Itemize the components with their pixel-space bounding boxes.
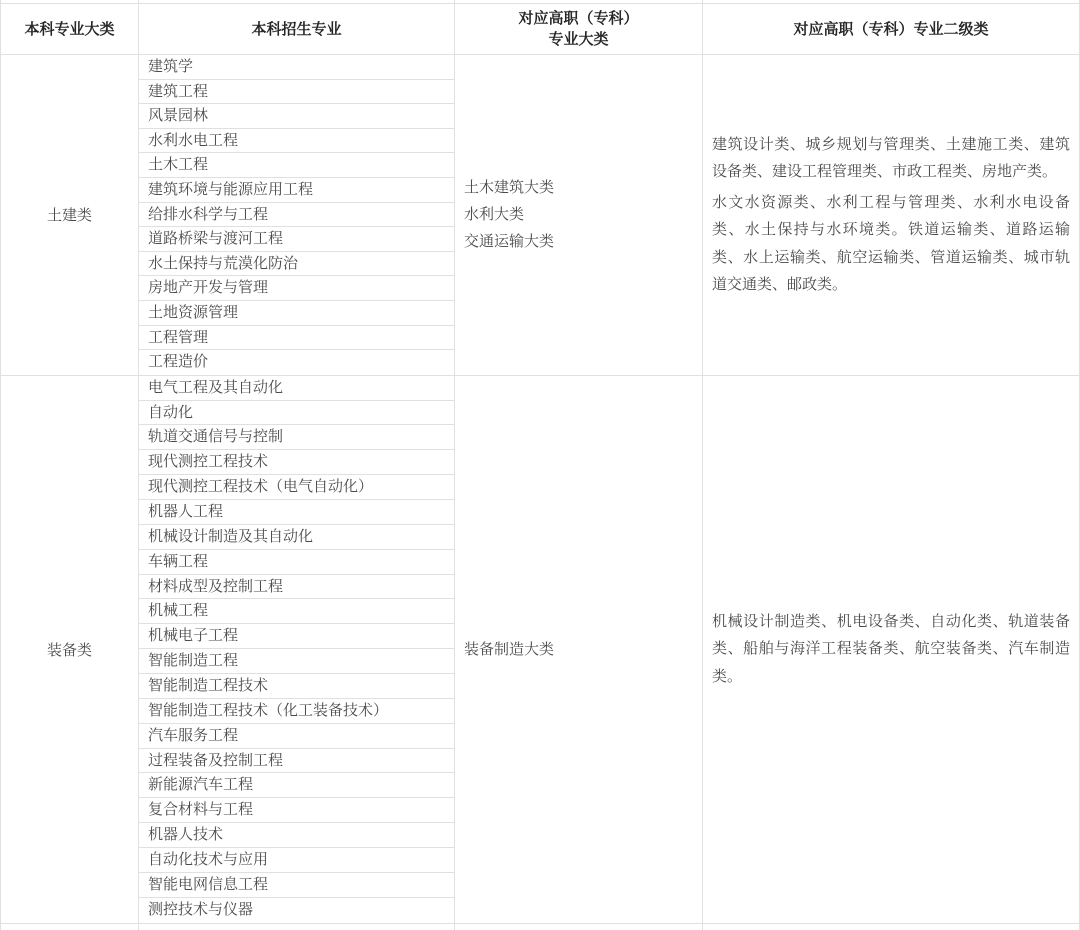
vocational-category-cell bbox=[455, 55, 703, 375]
table-row: 道路桥梁与渡河工程 bbox=[139, 227, 454, 252]
table-row: 智能制造工程 bbox=[139, 649, 454, 674]
table-row: 给排水科学与工程 bbox=[139, 203, 454, 228]
vocational-category-line: 装备制造大类 bbox=[464, 640, 555, 658]
table-row: 自动化 bbox=[139, 401, 454, 426]
table-row: 材料成型及控制工程 bbox=[139, 575, 454, 600]
table-row: 电气工程及其自动化 bbox=[139, 376, 454, 401]
table-row: 工程造价 bbox=[148, 353, 209, 371]
table-row: 智能制造工程技术 bbox=[139, 674, 454, 699]
table-row: 机械设计制造及其自动化 bbox=[139, 525, 454, 550]
table-row: 机械电子工程 bbox=[139, 624, 454, 649]
secondary-categories-paragraph: 水文水资源类、水利工程与管理类、水利水电设备类、水土保持与水环境类。铁道运输类、道路运输类、水上运输类、航空运输类、管道运输类、城市轨道交通类、邮政类。 bbox=[712, 193, 1070, 294]
header-vocational-category-line1: 对应高职（专科） bbox=[518, 10, 639, 27]
table-row: 建筑学 bbox=[139, 55, 454, 80]
table-row: 复合材料与工程 bbox=[139, 798, 454, 823]
table-row: 现代测控工程技术（电气自动化） bbox=[139, 475, 454, 500]
table-row: 轨道交通信号与控制 bbox=[139, 425, 454, 450]
table-top-cutoff-row bbox=[0, 0, 1080, 3]
table-row: 智能电网信息工程 bbox=[139, 873, 454, 898]
table-row: 建筑环境与能源应用工程 bbox=[139, 178, 454, 203]
table-row: 水土保持与荒漠化防治 bbox=[139, 252, 454, 277]
table-row: 工程管理 bbox=[139, 326, 454, 351]
group-civil-construction bbox=[1, 54, 1079, 375]
header-undergrad-category: 本科专业大类 bbox=[1, 4, 139, 54]
secondary-categories-paragraph: 建筑设计类、城乡规划与管理类、土建施工类、建筑设备类、建设工程管理类、市政工程类、房地产类。 bbox=[712, 135, 1070, 181]
major-mapping-table bbox=[0, 3, 1080, 924]
majors-column bbox=[139, 376, 455, 923]
table-row: 智能制造工程技术（化工装备技术） bbox=[139, 699, 454, 724]
table-row: 建筑工程 bbox=[139, 80, 454, 105]
category-cell: 土建类 bbox=[1, 55, 139, 375]
table-row: 机器人工程 bbox=[139, 500, 454, 525]
secondary-categories-cell bbox=[703, 55, 1079, 375]
vocational-category-line: 土木建筑大类 bbox=[464, 179, 555, 197]
header-vocational-category bbox=[455, 4, 703, 54]
header-vocational-secondary: 对应高职（专科）专业二级类 bbox=[793, 20, 989, 38]
table-row: 房地产开发与管理 bbox=[139, 276, 454, 301]
category-cell: 装备类 bbox=[1, 376, 139, 923]
vocational-category-line: 水利大类 bbox=[464, 206, 525, 224]
table-row: 风景园林 bbox=[139, 104, 454, 129]
table-row: 汽车服务工程 bbox=[139, 724, 454, 749]
table-row: 土木工程 bbox=[139, 153, 454, 178]
vocational-category-line: 交通运输大类 bbox=[464, 233, 555, 251]
table-header-row bbox=[1, 4, 1079, 54]
table-row: 新能源汽车工程 bbox=[139, 773, 454, 798]
table-row: 现代测控工程技术 bbox=[139, 450, 454, 475]
table-row: 自动化技术与应用 bbox=[139, 848, 454, 873]
table-row: 土地资源管理 bbox=[139, 301, 454, 326]
header-undergrad-majors: 本科招生专业 bbox=[139, 4, 455, 54]
secondary-categories-cell bbox=[703, 376, 1079, 923]
table-row: 机器人技术 bbox=[139, 823, 454, 848]
group-equipment bbox=[1, 375, 1079, 923]
table-row: 机械工程 bbox=[139, 599, 454, 624]
header-vocational-category-line2: 专业大类 bbox=[548, 31, 609, 48]
secondary-categories-paragraph: 机械设计制造类、机电设备类、自动化类、轨道装备类、船舶与海洋工程装备类、航空装备类、汽车制造类。 bbox=[712, 612, 1070, 685]
table-row: 水利水电工程 bbox=[139, 129, 454, 154]
vocational-category-cell bbox=[455, 376, 703, 923]
table-row: 测控技术与仪器 bbox=[148, 900, 254, 918]
table-row: 过程装备及控制工程 bbox=[139, 749, 454, 774]
table-row: 车辆工程 bbox=[139, 550, 454, 575]
majors-column bbox=[139, 55, 455, 375]
